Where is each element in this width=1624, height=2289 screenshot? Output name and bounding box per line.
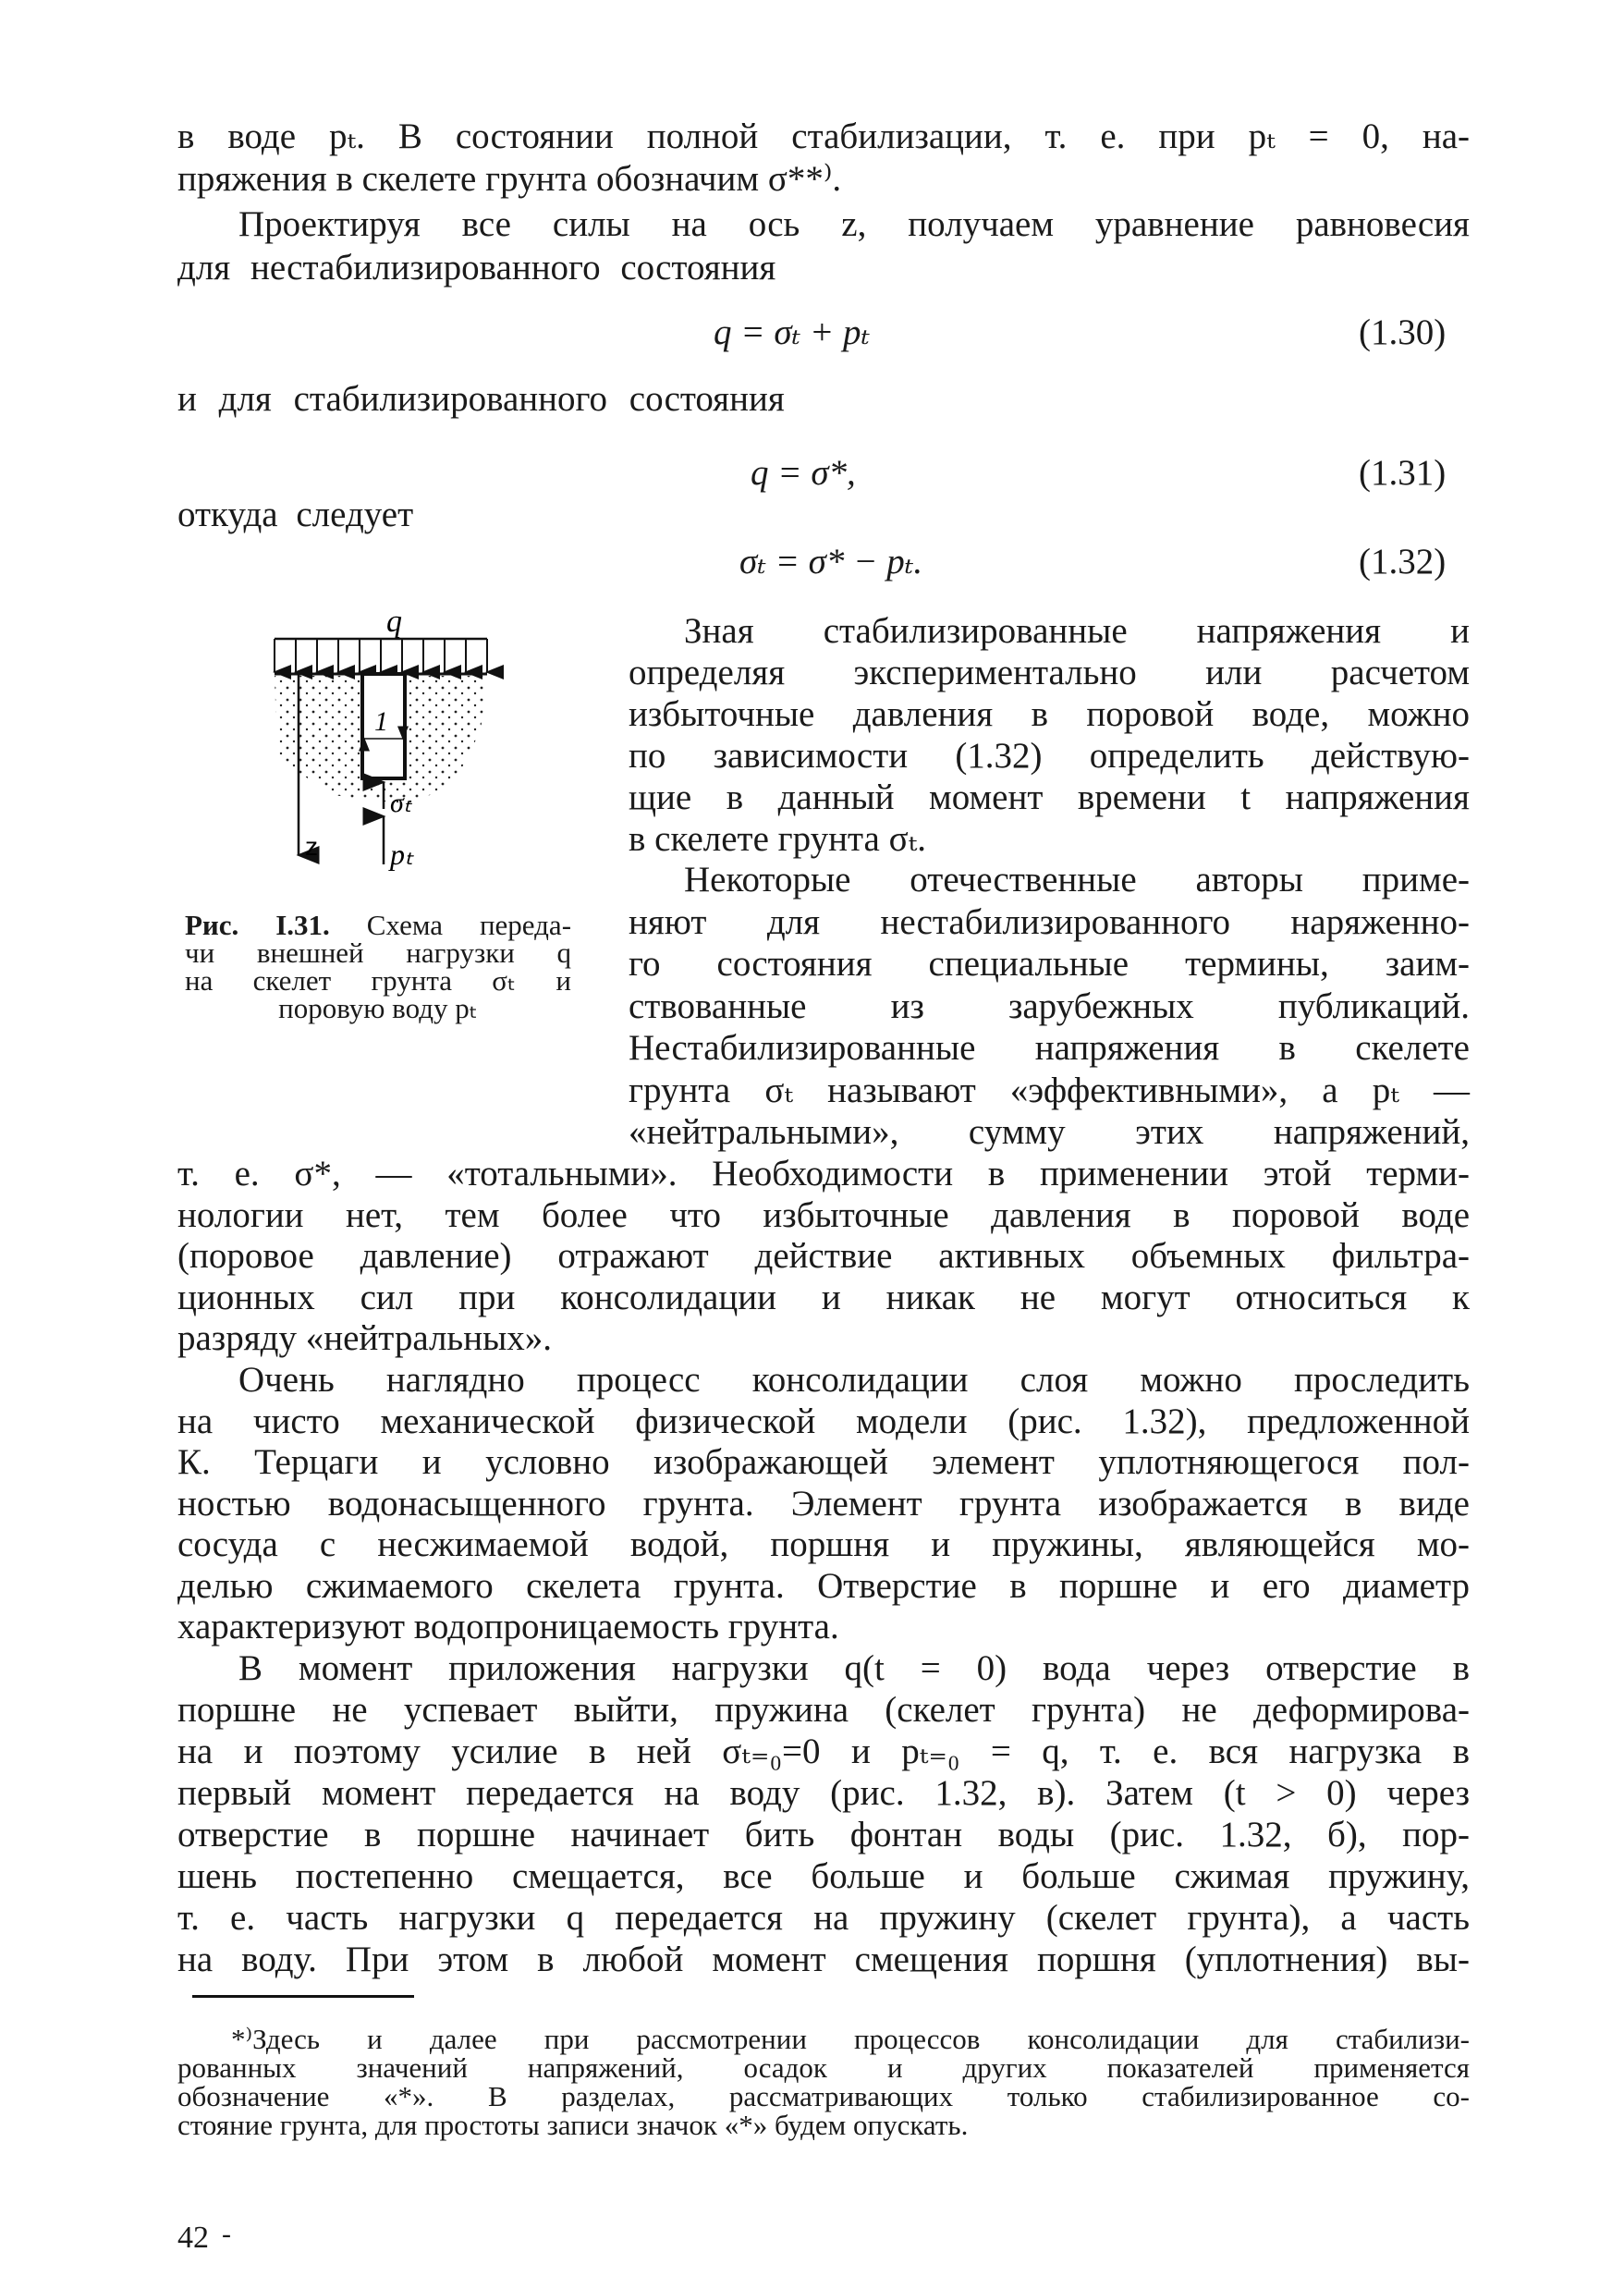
paragraph-line: для нестабилизированного состояния — [177, 248, 776, 288]
paragraph-line: щие в данный момент времени t напряжения — [629, 777, 1470, 817]
footnote-line: *⁾Здесь и далее при рассмотрении процессов консолидации для стабилизи- — [231, 2023, 1470, 2055]
paragraph-line: на чисто механической физической модели (рис. 1.32), предложенной — [177, 1401, 1470, 1441]
caption-line: поровую воду pₜ — [278, 992, 478, 1024]
paragraph-line: В момент приложения нагрузки q(t = 0) вода через отверстие в — [238, 1648, 1470, 1688]
paragraph-line: Проектируя все силы на ось z, получаем уравнение равновесия — [238, 204, 1470, 244]
paragraph-line: ствованные из зарубежных публикаций. — [629, 985, 1470, 1026]
label-1: 1 — [374, 706, 388, 737]
caption-line: на скелет грунта σₜ и — [185, 964, 571, 997]
footnote-rule — [192, 1995, 414, 1998]
label-z: z — [305, 832, 318, 861]
paragraph-line: по зависимости (1.32) определить действую- — [629, 736, 1470, 776]
label-sigma: σₜ — [390, 788, 412, 818]
paragraph-line: Очень наглядно процесс консолидации слоя можно проследить — [238, 1360, 1470, 1400]
caption-line: Схема переда- — [366, 909, 572, 941]
paragraph-line: Нестабилизированные напряжения в скелете — [629, 1028, 1470, 1068]
paragraph-line: на и поэтому усилие в ней σₜ₌₀=0 и pₜ₌₀ = q, т. е. вся нагрузка в — [177, 1732, 1470, 1771]
page-mark: - — [222, 2219, 231, 2249]
page-number: 42 — [177, 2221, 209, 2255]
text-line: и для стабилизированного состояния — [177, 379, 785, 419]
paragraph-line: няют для нестабилизированного наряженно- — [629, 901, 1470, 942]
equation-1-31: q = σ*, — [751, 453, 856, 493]
paragraph-line: делью сжимаемого скелета грунта. Отверстие в поршне и его диаметр — [177, 1565, 1470, 1606]
paragraph-line: «нейтральными», сумму этих напряжений, — [629, 1112, 1470, 1152]
paragraph-line: нологии нет, тем более что избыточные давления в поровой воде — [177, 1194, 1470, 1235]
paragraph-line: первый момент передается на воду (рис. 1.32, в). Затем (t > 0) через — [177, 1773, 1470, 1813]
paragraph-line: отверстие в поршне начинает бить фонтан воды (рис. 1.32, б), пор- — [177, 1815, 1470, 1854]
paragraph-line: сосуда с несжимаемой водой, поршня и пружины, являющейся мо- — [177, 1524, 1470, 1564]
paragraph-line: в скелете грунта σₜ. — [629, 819, 926, 859]
text-line: откуда следует — [177, 495, 414, 534]
figure-caption — [185, 909, 572, 941]
equation-1-32: σₜ = σ* − pₜ. — [739, 542, 923, 581]
footnote-line: стояние грунта, для простоты записи значок «*» будем опускать. — [177, 2109, 969, 2141]
paragraph-line: грунта σₜ называют «эффективными», а pₜ — — [629, 1070, 1470, 1110]
paragraph-line: разряду «нейтральных». — [177, 1318, 553, 1358]
caption-line: чи внешней нагрузки q — [185, 936, 571, 969]
paragraph-line: характеризуют водопроницаемость грунта. — [177, 1607, 839, 1646]
footnote-line: рованных значений напряжений, осадок и других показателей применяется — [177, 2051, 1470, 2084]
paragraph-line: поршне не успевает выйти, пружина (скелет грунта) не деформирова- — [177, 1690, 1470, 1730]
figure-load-scheme — [259, 601, 518, 878]
paragraph-line: на воду. При этом в любой момент смещения поршня (уплотнения) вы- — [177, 1940, 1470, 1979]
footnote-line: обозначение «*». В разделах, рассматривающих только стабилизированное со- — [177, 2080, 1470, 2112]
equation-number: (1.30) — [1359, 312, 1447, 352]
equation-number: (1.32) — [1359, 542, 1447, 581]
paragraph-line: ционных сил при консолидации и никак не могут относиться к — [177, 1277, 1470, 1317]
equation-1-30: q = σₜ + pₜ — [714, 312, 871, 352]
label-q: q — [386, 605, 402, 639]
paragraph-line: Зная стабилизированные напряжения и — [684, 611, 1470, 651]
caption-label: Рис. I.31. — [185, 909, 330, 941]
paragraph-line: т. е. часть нагрузки q передается на пружину (скелет грунта), а часть — [177, 1898, 1470, 1938]
paragraph-line: определяя экспериментально или расчетом — [629, 653, 1470, 692]
paragraph-line: Некоторые отечественные авторы приме- — [684, 860, 1470, 900]
load-arrows — [275, 639, 487, 672]
paragraph-line: (поровое давление) отражают действие активных объемных фильтра- — [177, 1236, 1470, 1276]
paragraph-line: ностью водонасыщенного грунта. Элемент грунта изображается в виде — [177, 1483, 1470, 1524]
paragraph-line: избыточные давления в поровой воде, можно — [629, 694, 1470, 734]
paragraph-line: т. е. σ*, — «тотальными». Необходимости в применении этой терми- — [177, 1154, 1470, 1193]
paragraph-line: К. Терцаги и условно изображающей элемент уплотняющегося пол- — [177, 1442, 1470, 1482]
text-line: в воде pₜ. В состоянии полной стабилизации, т. е. при pₜ = 0, на- — [177, 116, 1470, 156]
equation-number: (1.31) — [1359, 453, 1447, 493]
paragraph-line: го состояния специальные термины, заим- — [629, 944, 1470, 984]
paragraph-line: шень постепенно смещается, все больше и больше сжимая пружину, — [177, 1856, 1470, 1896]
label-p: pₜ — [390, 838, 414, 871]
text-line: пряжения в скелете грунта обозначим σ**⁾. — [177, 159, 842, 199]
